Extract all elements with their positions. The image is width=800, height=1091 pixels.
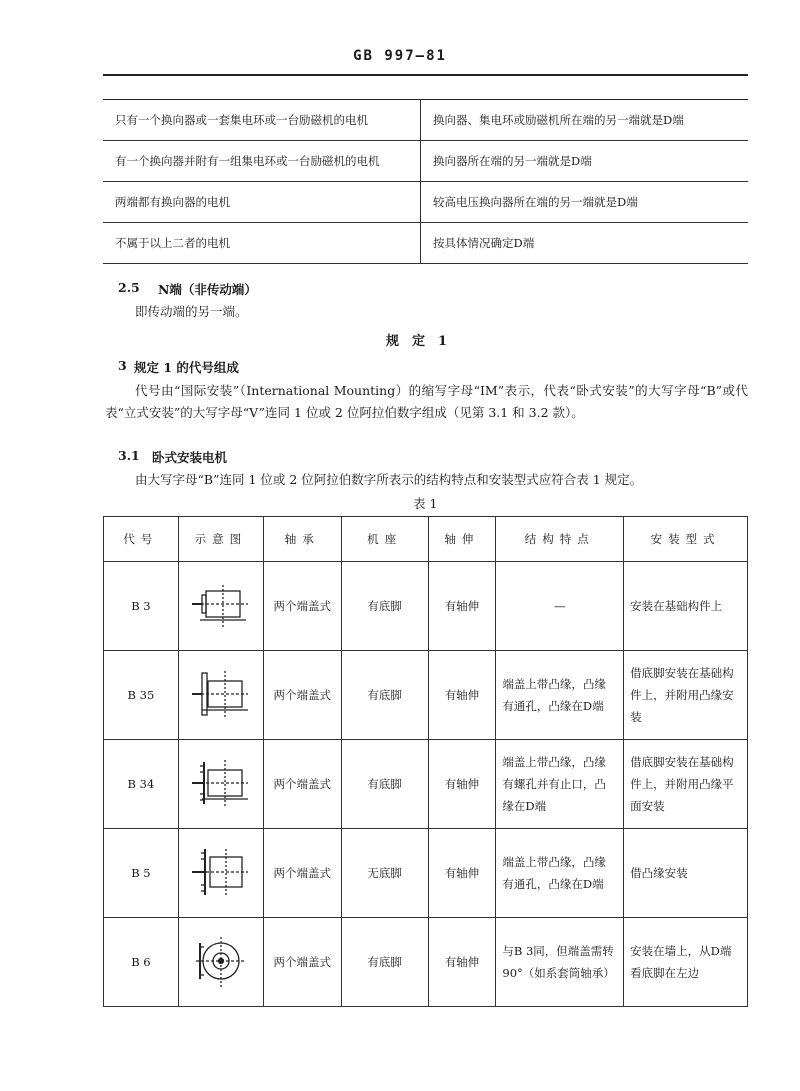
frame-cell: 有底脚 <box>341 562 428 651</box>
bearing-cell: 两个端盖式 <box>263 651 341 740</box>
section-body: 即传动端的另一端。 <box>135 304 248 319</box>
d-end-cell: 较高电压换向器所在端的另一端就是D端 <box>421 182 749 223</box>
frame-cell: 有底脚 <box>341 918 428 1007</box>
header-shaft: 轴伸 <box>428 517 496 562</box>
mounting-cell: 借底脚安装在基础构件上，并附用凸缘平面安装 <box>624 740 748 829</box>
d-end-cell: 换向器、集电环或励磁机所在端的另一端就是D端 <box>421 100 749 141</box>
mounting-cell: 借凸缘安装 <box>624 829 748 918</box>
d-end-cell: 换向器所在端的另一端就是D端 <box>421 141 749 182</box>
section-body: 由大写字母“B”连同 1 位或 2 位阿拉伯数字所表示的结构特点和安装型式应符合表 1 规定。 <box>135 472 643 487</box>
diagram-cell <box>178 918 263 1007</box>
feature-cell: 端盖上带凸缘，凸缘有通孔，凸缘在D端 <box>496 829 624 918</box>
header-feature: 结构特点 <box>496 517 624 562</box>
table-row <box>104 829 748 918</box>
frame-cell: 有底脚 <box>341 740 428 829</box>
feature-cell: 与B 3同，但端盖需转90°（如系套筒轴承） <box>496 918 624 1007</box>
shaft-cell: 有轴伸 <box>428 740 496 829</box>
diagram-cell <box>178 651 263 740</box>
section-number: 3 <box>118 358 127 373</box>
b6-diagram-icon <box>188 933 254 991</box>
code-cell: B 5 <box>104 829 179 918</box>
mounting-cell: 借底脚安装在基础构件上，并附用凸缘安装 <box>624 651 748 740</box>
diagram-cell <box>178 740 263 829</box>
table-row <box>103 141 748 182</box>
b35-diagram-icon <box>188 667 254 723</box>
motor-type-cell: 不属于以上二者的电机 <box>103 223 421 264</box>
header-rule <box>103 74 748 76</box>
motor-type-cell: 有一个换向器并附有一组集电环或一台励磁机的电机 <box>103 141 421 182</box>
section-number: 2.5 <box>118 280 140 295</box>
bearing-cell: 两个端盖式 <box>263 562 341 651</box>
section-body: 代号由“国际安装”（International Mounting）的缩写字母“IM”表示，代表“卧式安装”的大写字母“B”或代表“立式安装”的大写字母“V”连同 1 位或 2 位阿拉伯数字组成（见第 3.1 和 3.2 款）。 <box>105 383 748 420</box>
bearing-cell: 两个端盖式 <box>263 918 341 1007</box>
table-row <box>104 651 748 740</box>
code-cell: B 35 <box>104 651 179 740</box>
d-end-cell: 按具体情况确定D端 <box>421 223 749 264</box>
feature-cell: — <box>496 562 624 651</box>
mounting-cell: 安装在基础构件上 <box>624 562 748 651</box>
b34-diagram-icon <box>188 756 254 812</box>
section-title: 规定 1 的代号组成 <box>134 360 239 375</box>
table-caption: 表 1 <box>413 496 438 511</box>
diagram-cell <box>178 829 263 918</box>
bearing-cell: 两个端盖式 <box>263 740 341 829</box>
table-row <box>103 223 748 264</box>
feature-cell: 端盖上带凸缘，凸缘有通孔，凸缘在D端 <box>496 651 624 740</box>
shaft-cell: 有轴伸 <box>428 651 496 740</box>
header-mounting: 安装型式 <box>624 517 748 562</box>
standard-code: GB 997—81 <box>353 48 447 64</box>
shaft-cell: 有轴伸 <box>428 918 496 1007</box>
code-cell: B 34 <box>104 740 179 829</box>
table-header-row <box>104 517 748 562</box>
section-number: 3.1 <box>118 448 140 463</box>
bearing-cell: 两个端盖式 <box>263 829 341 918</box>
header-code: 代号 <box>104 517 179 562</box>
header-frame: 机座 <box>341 517 428 562</box>
table-row <box>104 562 748 651</box>
code-cell: B 6 <box>104 918 179 1007</box>
table-1 <box>103 516 748 1007</box>
b5-diagram-icon <box>188 845 254 901</box>
d-end-table <box>103 100 748 264</box>
mounting-cell: 安装在墙上，从D端看底脚在左边 <box>624 918 748 1007</box>
table-row <box>104 740 748 829</box>
header-bearing: 轴承 <box>263 517 341 562</box>
b3-diagram-icon <box>188 581 254 631</box>
section-title: N端（非传动端） <box>158 282 257 297</box>
motor-type-cell: 两端都有换向器的电机 <box>103 182 421 223</box>
rule-heading: 规 定 1 <box>386 334 448 349</box>
table-row <box>103 182 748 223</box>
motor-type-cell: 只有一个换向器或一套集电环或一台励磁机的电机 <box>103 100 421 141</box>
table-row <box>103 100 748 141</box>
frame-cell: 无底脚 <box>341 829 428 918</box>
table-row <box>104 918 748 1007</box>
shaft-cell: 有轴伸 <box>428 562 496 651</box>
frame-cell: 有底脚 <box>341 651 428 740</box>
feature-cell: 端盖上带凸缘，凸缘有螺孔并有止口，凸缘在D端 <box>496 740 624 829</box>
shaft-cell: 有轴伸 <box>428 829 496 918</box>
section-title: 卧式安装电机 <box>152 450 228 465</box>
diagram-cell <box>178 562 263 651</box>
header-diagram: 示意图 <box>178 517 263 562</box>
code-cell: B 3 <box>104 562 179 651</box>
